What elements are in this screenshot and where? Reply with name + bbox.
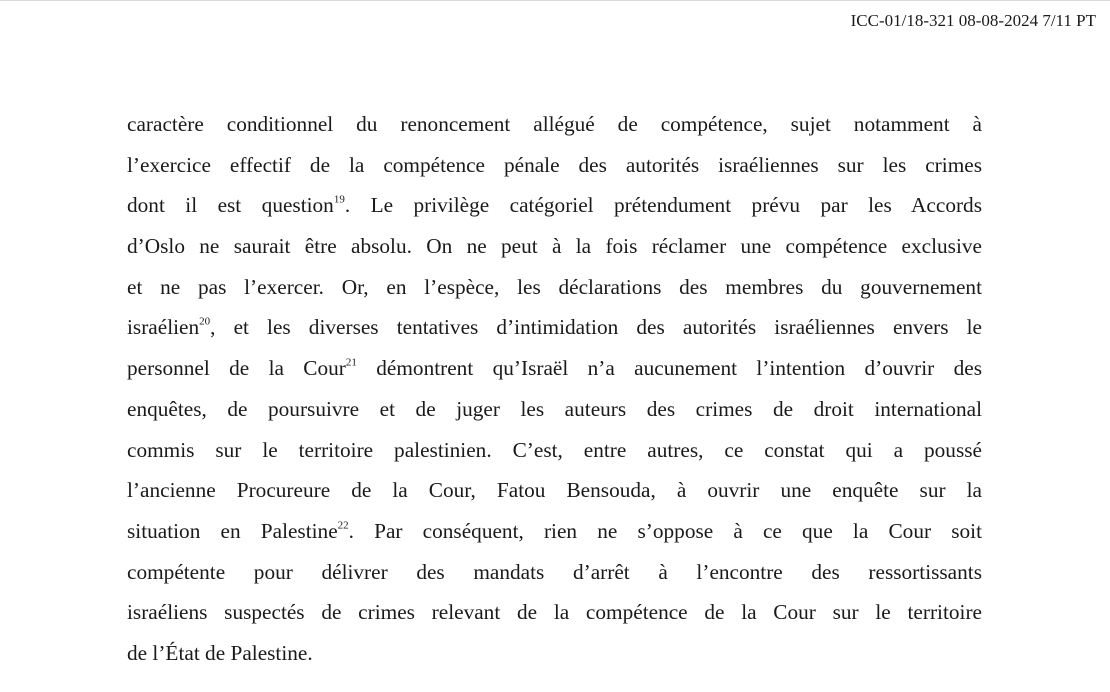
line-text: . Le privilège catégoriel prétendument prévu par les Accords — [344, 193, 982, 218]
footnote-ref-22[interactable]: 22 — [337, 519, 349, 532]
line-text: démontrent qu’Israël n’a aucunement l’intention d’ouvrir des — [356, 356, 982, 381]
body-line — [127, 511, 982, 552]
body-line — [127, 348, 982, 389]
body-line — [127, 185, 982, 226]
body-line: l’ancienne Procureure de la Cour, Fatou Bensouda, à ouvrir une enquête sur la — [127, 478, 982, 503]
line-text: , et les diverses tentatives d’intimidation des autorités israéliennes envers le — [210, 315, 982, 340]
line-text: . Par conséquent, rien ne s’oppose à ce que la Cour soit — [348, 518, 982, 543]
body-line: compétente pour délivrer des mandats d’arrêt à l’encontre des ressortissants — [127, 559, 982, 584]
line-text: personnel de la Cour — [127, 356, 346, 381]
line-text: situation en Palestine — [127, 518, 338, 543]
body-line — [127, 307, 982, 348]
body-line: d’Oslo ne saurait être absolu. On ne peut à la fois réclamer une compétence exclusive — [127, 234, 982, 259]
line-text: israélien — [127, 315, 200, 340]
document-body — [127, 104, 982, 674]
body-line: commis sur le territoire palestinien. C’est, entre autres, ce constat qui a poussé — [127, 437, 982, 462]
document-reference-header: ICC-01/18-321 08-08-2024 7/11 PT — [850, 11, 1096, 30]
body-line: israéliens suspectés de crimes relevant de la compétence de la Cour sur le territoire — [127, 600, 982, 625]
footnote-ref-20[interactable]: 20 — [199, 316, 211, 329]
footnote-ref-21[interactable]: 21 — [345, 356, 357, 369]
footnote-ref-19[interactable]: 19 — [333, 194, 345, 207]
body-line: caractère conditionnel du renoncement allégué de compétence, sujet notamment à — [127, 112, 982, 136]
page-top-border — [0, 0, 1110, 1]
body-line: l’exercice effectif de la compétence pénale des autorités israéliennes sur les crimes — [127, 152, 982, 177]
body-line: enquêtes, de poursuivre et de juger les auteurs des crimes de droit international — [127, 396, 982, 421]
body-line: de l’État de Palestine. — [127, 640, 313, 665]
body-line: et ne pas l’exercer. Or, en l’espèce, les déclarations des membres du gouvernement — [127, 274, 982, 299]
line-text: dont il est question — [127, 193, 334, 218]
